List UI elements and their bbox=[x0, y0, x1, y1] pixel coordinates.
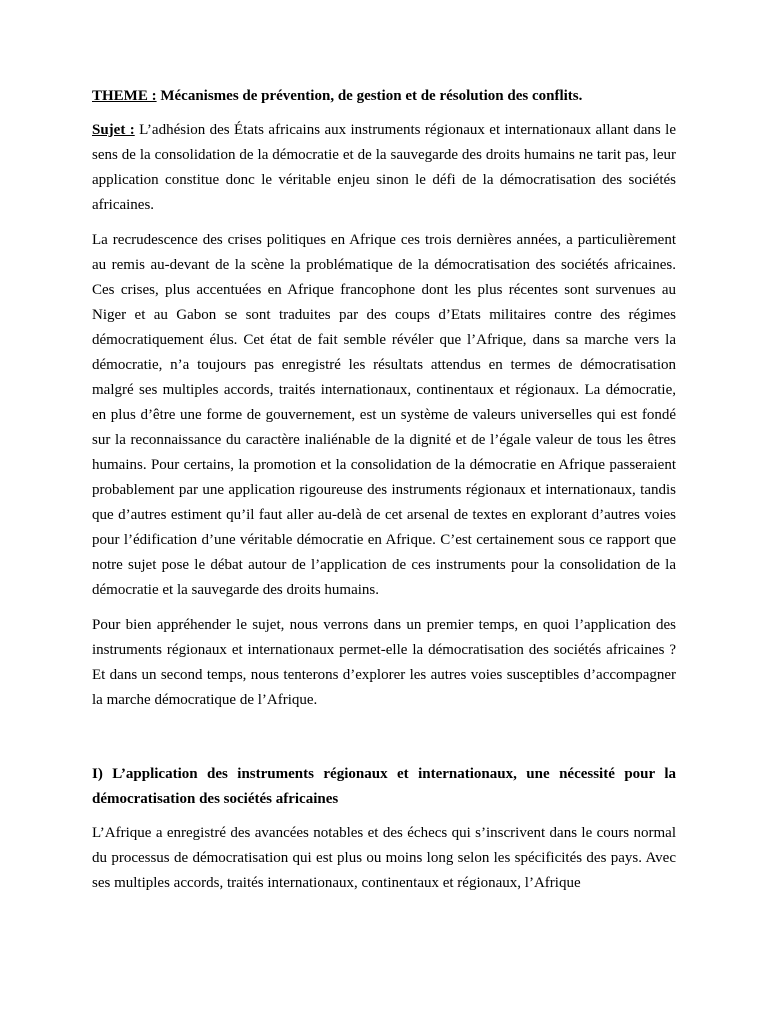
section-heading: I) L’application des instruments régionaux et internationaux, une nécessité pour la démocratisation des sociétés africaines bbox=[92, 766, 676, 807]
theme-text: Mécanismes de prévention, de gestion et de résolution des conflits. bbox=[156, 88, 583, 104]
theme-line bbox=[92, 84, 676, 109]
section-paragraph: L’Afrique a enregistré des avancées notables et des échecs qui s’inscrivent dans le cours normal du processus de démocratisation qui est plus ou moins long selon les spécificités des pays. Avec ses multiples accords, traités internationaux, continentaux et régionaux, l’Afrique bbox=[92, 825, 676, 891]
sujet-text: L’adhésion des États africains aux instruments régionaux et internationaux allant dans le sens de la consolidation de la démocratie et de la sauvegarde des droits humains ne tarit pas, leur application constitue donc le véritable enjeu sinon le défi de la démocratisation des sociétés africaines. bbox=[92, 122, 676, 213]
section-spacer bbox=[92, 723, 676, 762]
intro-paragraph: La recrudescence des crises politiques en Afrique ces trois dernières années, a particulièrement au remis au-devant de la scène la problématique de la démocratisation des sociétés africaines. Ces crises, plus accentuées en Afrique francophone dont les plus récentes sont survenues au Niger et au Gabon se sont traduites par des coups d’Etats militaires contre des régimes démocratiquement élus. Cet état de fait semble révéler que l’Afrique, dans sa marche vers la démocratie, n’a toujours pas enregistré les résultats attendus en termes de démocratisation malgré ses multiples accords, traités internationaux, continentaux et régionaux. La démocratie, en plus d’être une forme de gouvernement, est un système de valeurs universelles qui est fondé sur la reconnaissance du caractère inaliénable de la dignité et de l’égale valeur de tous les êtres humains. Pour certains, la promotion et la consolidation de la démocratie en Afrique passeraient probablement par une application rigoureuse des instruments régionaux et internationaux, tandis que d’autres estiment qu’il faut aller au-delà de cet arsenal de textes en explorant d’autres voies pour l’édification d’une véritable démocratie en Afrique. C’est certainement sous ce rapport que notre sujet pose le débat autour de l’application de ces instruments pour la consolidation de la démocratie et la sauvegarde des droits humains. bbox=[92, 232, 676, 598]
document-page bbox=[92, 84, 676, 906]
theme-label: THEME : bbox=[92, 88, 157, 104]
sujet-paragraph bbox=[92, 118, 676, 218]
sujet-label: Sujet : bbox=[92, 122, 135, 138]
plan-paragraph: Pour bien appréhender le sujet, nous verrons dans un premier temps, en quoi l’application des instruments régionaux et internationaux permet-elle la démocratisation des sociétés africaines ? Et dans un second temps, nous tenterons d’explorer les autres voies susceptibles d’accompagner la marche démocratique de l’Afrique. bbox=[92, 617, 676, 708]
